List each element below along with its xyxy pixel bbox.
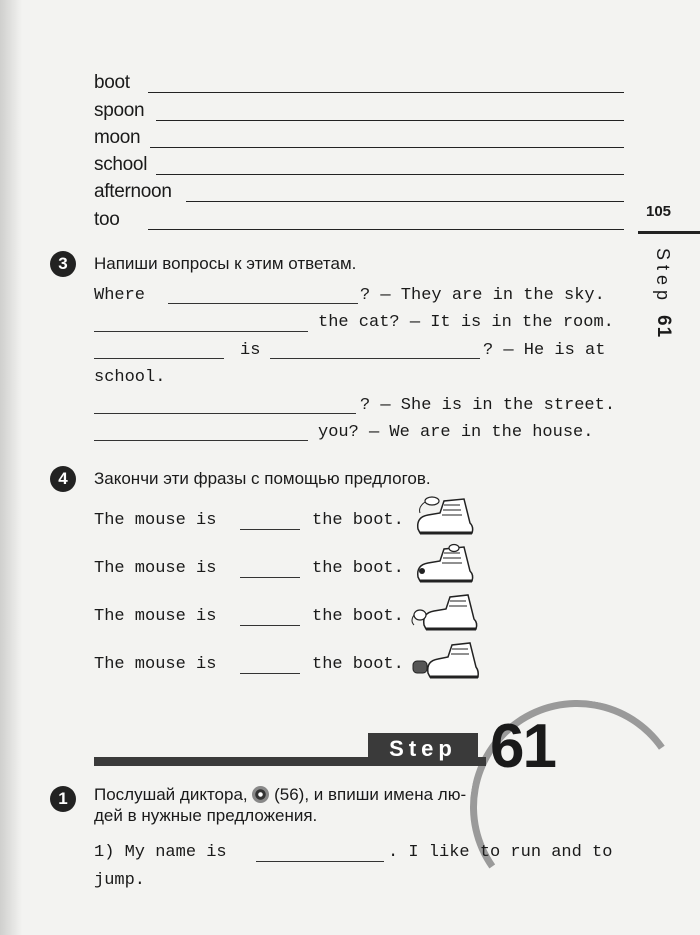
task4-tail: the boot. xyxy=(312,559,404,578)
page-number: 105 xyxy=(646,203,672,220)
task4-tail: the boot. xyxy=(312,607,404,626)
boot-mouse-on-icon xyxy=(410,495,480,537)
task4-tail: the boot. xyxy=(312,511,404,530)
step-number: 61 xyxy=(490,712,555,781)
task-number-badge: 3 xyxy=(50,251,76,277)
answer-blank[interactable] xyxy=(240,577,300,578)
vocab-line[interactable] xyxy=(150,147,624,148)
task1-line1-end: . I like to run and to xyxy=(388,843,613,862)
vocab-line[interactable] xyxy=(186,201,624,202)
task3-instruction: Напиши вопросы к этим ответам. xyxy=(94,254,357,273)
task1-instr-b: (56), и впиши имена лю- xyxy=(274,785,467,804)
side-step-label xyxy=(652,248,674,338)
answer-blank[interactable] xyxy=(94,358,224,359)
task3-line1-end: ? — They are in the sky. xyxy=(360,286,605,305)
margin-rule xyxy=(638,231,700,234)
vocab-word: moon xyxy=(94,127,141,148)
vocab-word: afternoon xyxy=(94,181,172,202)
task3-line3-mid: is xyxy=(240,341,261,360)
vocab-line[interactable] xyxy=(148,92,624,93)
task4-tail: the boot. xyxy=(312,655,404,674)
step-label: Step xyxy=(368,733,478,765)
answer-blank[interactable] xyxy=(256,861,384,862)
task3-line4-end: ? — She is in the street. xyxy=(360,396,616,415)
audio-disc-icon[interactable] xyxy=(252,786,269,803)
task-number-badge: 4 xyxy=(50,466,76,492)
side-step-word: Step xyxy=(653,248,673,306)
task3-line5-end: you? — We are in the house. xyxy=(318,423,594,442)
task4-lead: The mouse is xyxy=(94,511,217,530)
vocab-line[interactable] xyxy=(148,229,624,230)
task4-lead: The mouse is xyxy=(94,607,217,626)
task1-line1-start: 1) My name is xyxy=(94,843,227,862)
task4-lead: The mouse is xyxy=(94,655,217,674)
side-step-number: 61 xyxy=(653,315,674,339)
vocab-line[interactable] xyxy=(156,120,624,121)
task3-line1-start: Where xyxy=(94,286,146,305)
task3-line2-end: the cat? — It is in the room. xyxy=(318,313,614,332)
answer-blank[interactable] xyxy=(240,673,300,674)
task1-instruction-line1 xyxy=(94,785,634,805)
task3-line3-end: ? — He is at xyxy=(483,341,606,360)
vocab-word: school xyxy=(94,154,148,175)
answer-blank[interactable] xyxy=(270,358,480,359)
answer-blank[interactable] xyxy=(240,625,300,626)
task1-instruction-line2: дей в нужные предложения. xyxy=(94,806,318,825)
vocab-line[interactable] xyxy=(156,174,624,175)
boot-mouse-behind-icon xyxy=(410,591,480,633)
task4-instruction: Закончи эти фразы с помощью предлогов. xyxy=(94,469,431,488)
vocab-word: spoon xyxy=(94,100,145,121)
task1-instr-a: Послушай диктора, xyxy=(94,785,248,804)
page-edge-shadow xyxy=(0,0,22,935)
answer-blank[interactable] xyxy=(94,440,308,441)
task3-line3-cont: school. xyxy=(94,368,166,387)
answer-blank[interactable] xyxy=(240,529,300,530)
answer-blank[interactable] xyxy=(168,303,358,304)
vocab-word: boot xyxy=(94,72,130,93)
task-number-badge: 1 xyxy=(50,786,76,812)
answer-blank[interactable] xyxy=(94,331,308,332)
answer-blank[interactable] xyxy=(94,413,356,414)
task1-line1-cont: jump. xyxy=(94,871,146,890)
vocab-word: too xyxy=(94,209,120,230)
task4-lead: The mouse is xyxy=(94,559,217,578)
boot-mouse-in-icon xyxy=(410,543,480,585)
boot-mouse-near-icon xyxy=(410,639,480,681)
